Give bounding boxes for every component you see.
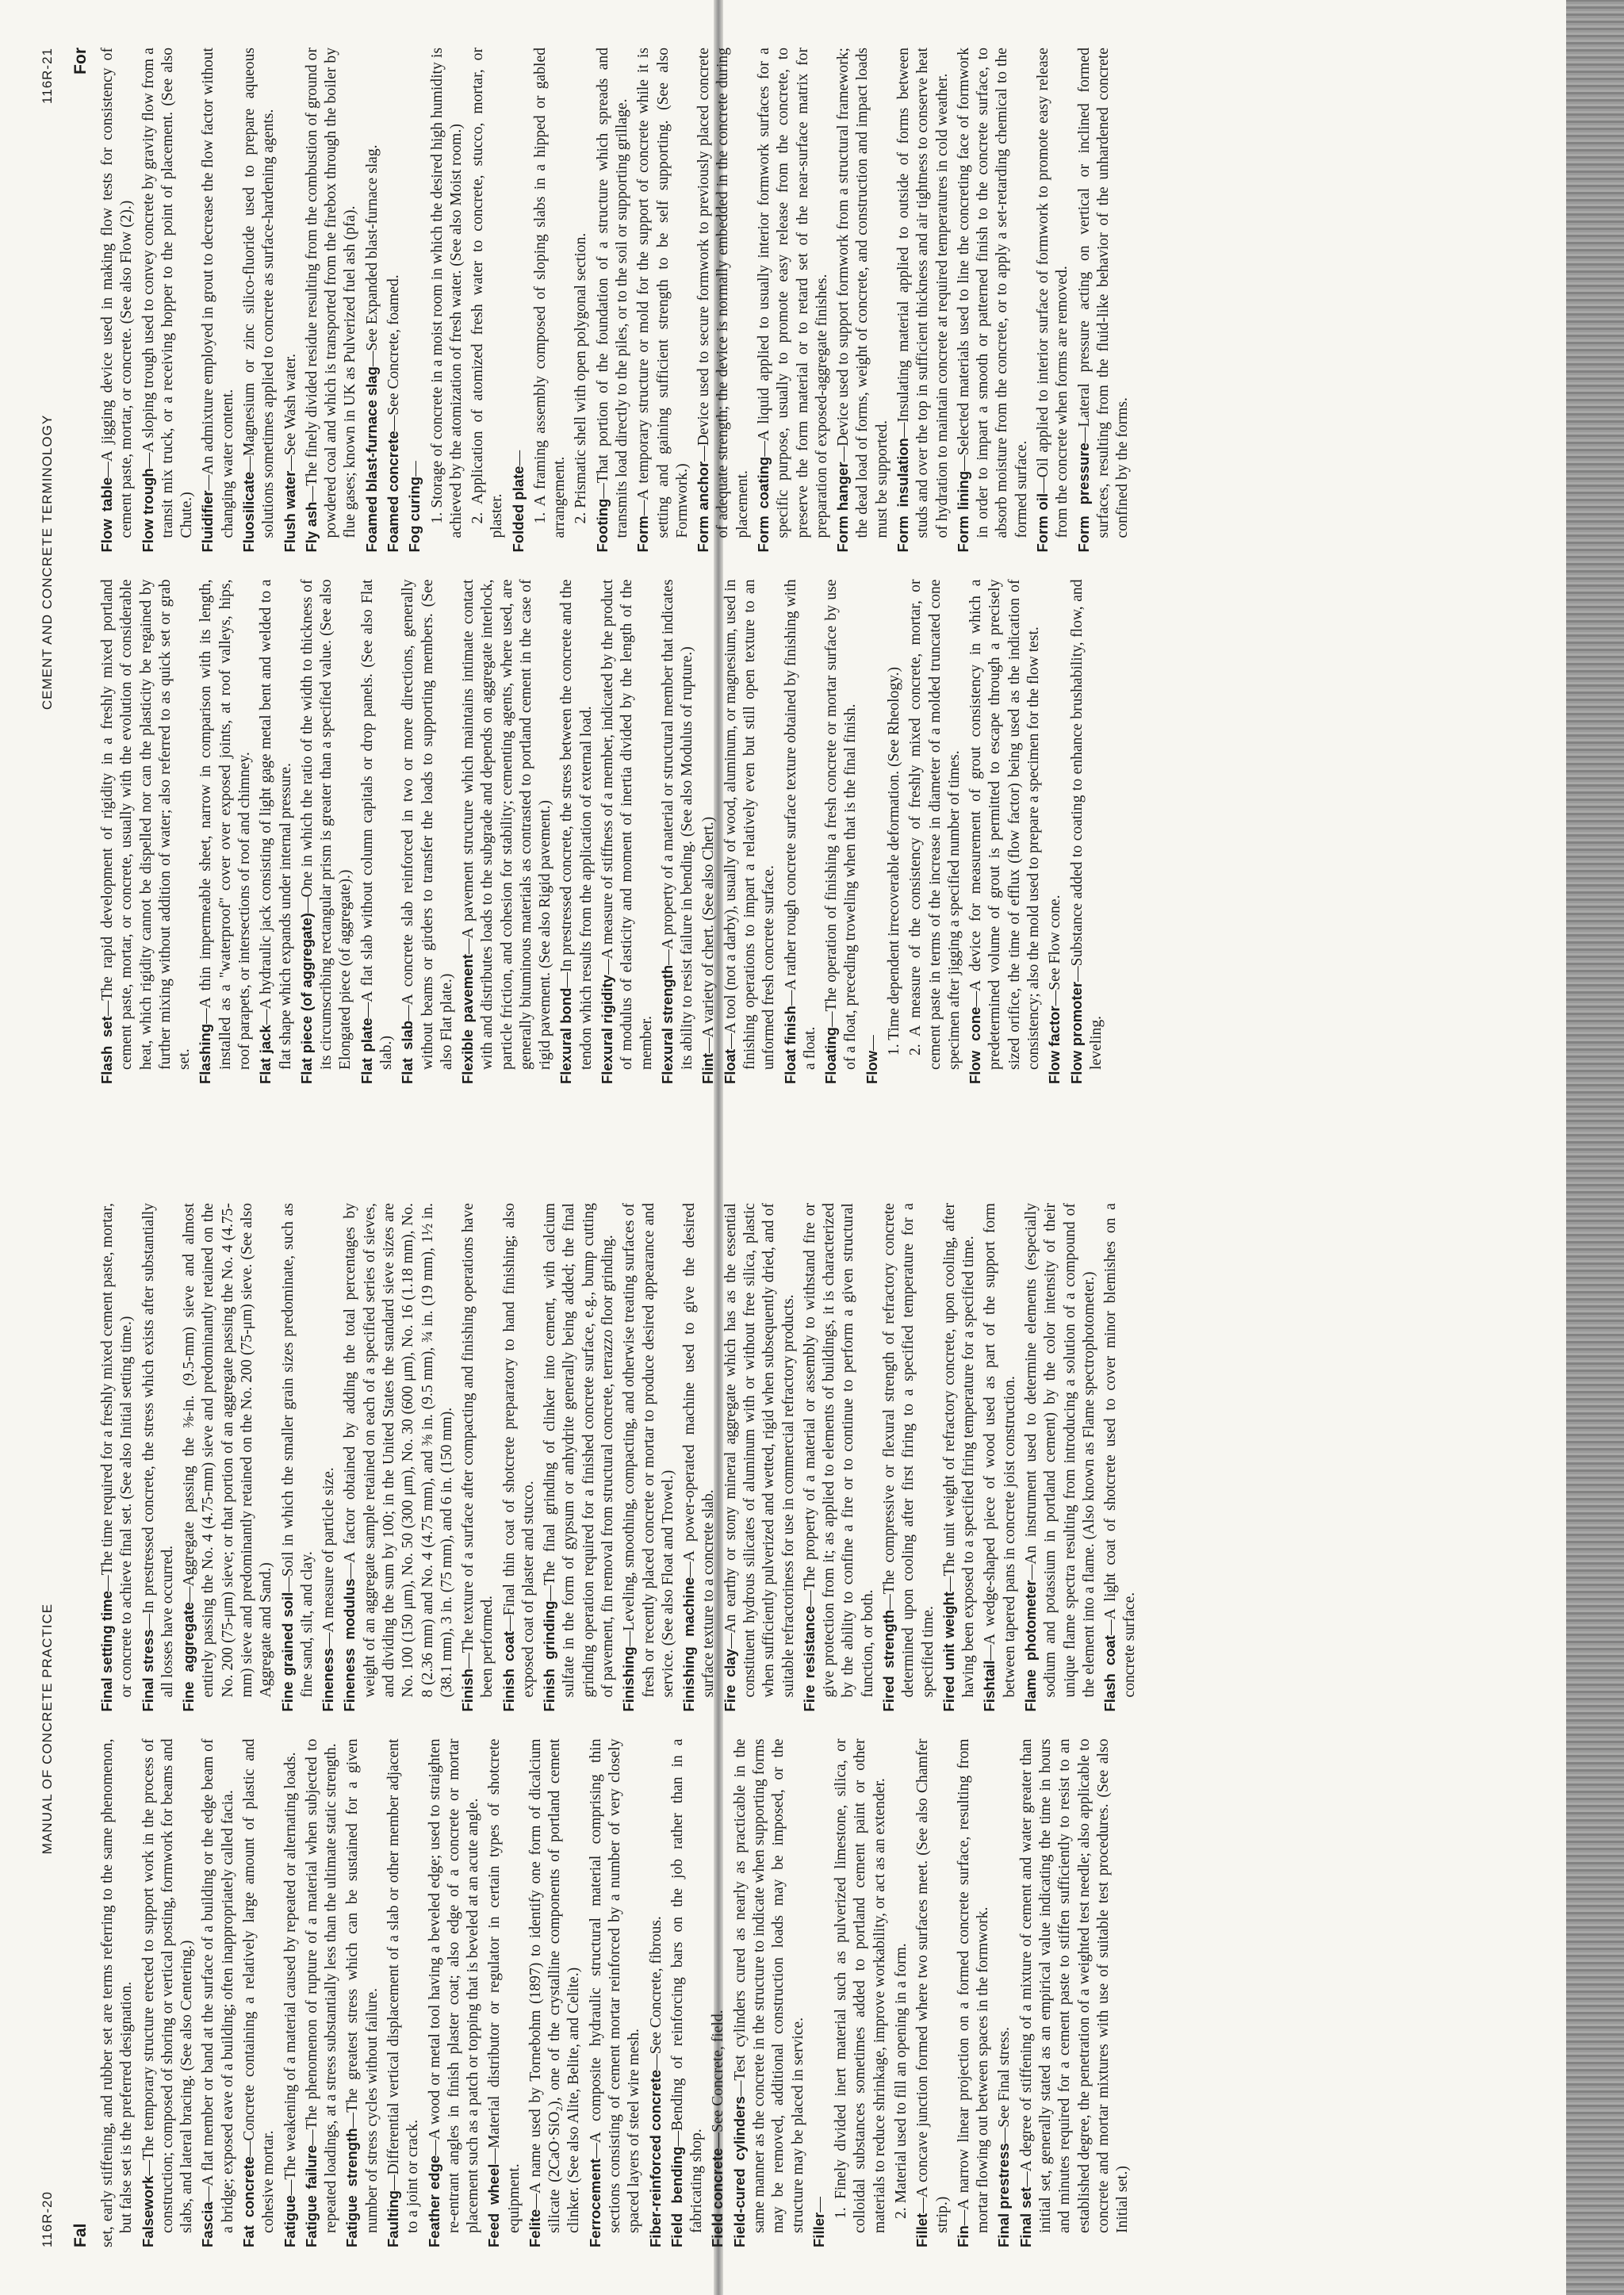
glossary-entry [341,1203,457,1712]
glossary-entry [199,48,238,553]
glossary-term: Fire clay [721,1649,738,1712]
glossary-entry [1046,580,1065,1085]
glossary-entry [587,1739,645,2248]
glossary-term: Folded plate [509,466,527,553]
glossary-entry [459,1203,498,1712]
glossary-entry [199,1739,238,2248]
glossary-term: Felite [526,2209,543,2247]
glossary-term: Fishtail [981,1660,998,1712]
glossary-term: Flexural bond [557,987,575,1084]
glossary-entry [298,580,356,1085]
glossary-entry [680,1203,719,1712]
glossary-term: Flow factor [1046,1006,1063,1084]
glossary-entry [955,1739,994,2248]
glossary-term: Flow [863,1050,880,1084]
glossary-term: Flashing [197,1023,214,1084]
glossary-entry [834,48,892,553]
glossary-definition: —A sloping trough used to convey concrete by gravity flow from a transit mix truck, or a receiving hopper to the point of placement. (See also Chute.) [140,48,196,538]
glossary-definition: — [810,2197,828,2213]
glossary-term: Flow table [98,477,115,553]
glossary-term: Fire resistance [800,1605,818,1712]
glossary-definition: —A flat member or band at the surface of a building or the edge beam of a bridge; exposed eave of a building; often inappropriately called facia. [200,1738,236,2233]
glossary-entry [363,48,382,553]
glossary-term: Flexural strength [658,964,676,1084]
glossary-term: Fascia [199,2201,216,2247]
glossary-entry [731,1739,808,2248]
glossary-definition: set, early stiffening, and rubber set are terms referring to the same phenomenon, but false set is the preferred designation. [99,1738,136,2247]
glossary-entry [659,580,698,1085]
glossary-term: Final prestress [995,2143,1013,2247]
glossary-definition: —A tool (not a darby), usually of wood, aluminum, or magnesium, used in finishing operations to impart a relatively even but still open texture to an unformed fresh concrete surface. [722,579,778,1070]
glossary-entry [180,1203,276,1712]
glossary-term: Fine grained soil [278,1592,296,1712]
glossary-definition: —A narrow linear projection on a formed concrete surface, resulting from mortar flowing out between spaces in the formwork. [955,1738,992,2233]
glossary-entry [1022,1203,1099,1712]
glossary-entry [240,48,279,553]
glossary-subentry [832,1739,890,2248]
glossary-subentry [572,48,591,553]
glossary-term: Flash coat [1101,1635,1119,1712]
glossary-term: Final stress [139,1629,156,1712]
glossary-definition: —A measure of particle size. [320,1467,338,1649]
glossary-definition: —A wood or metal tool having a beveled edge; used to straighten re-entrant angles in finish plaster coat; also edge of a concrete or mortar placement such as a patch or topping that is beveled at an acute angle. [426,1738,482,2233]
glossary-term: Fatigue [281,2195,298,2247]
glossary-term: Form oil [1033,492,1051,553]
glossary-entry [385,48,404,553]
glossary-term: Field bending [668,2146,685,2247]
glossary-entry [722,1203,799,1712]
glossary-entry [1017,1739,1133,2248]
glossary-definition: —The texture of a surface after compacting and finishing operations have been performed. [460,1203,496,1698]
glossary-definition: —A factor obtained by adding the total percentages by weight of an aggregate sample retained on each of a specified series of sieves, and dividing the sum by 100; in the United States the standard sieve sizes are No. 100 (150 μm), No. 50 (300 μm), No. 30 (600 μm), No. 16 (1.18 mm), No. 8 (2.36 mm) and No. 4 (4.75 mm), and ⅜ in. (9.5 mm), ¾ in. (19 mm), 1½ in. (38.1 mm), 3 in. (75 mm), and 6 in. (150 mm). [342,1203,455,1698]
left-running-head [40,1203,56,2247]
glossary-definition: —See Concrete, foamed. [385,274,402,431]
glossary-definition: 1. Finely divided inert material such as pulverized limestone, silica, or colloidal substances sometimes added to portland cement paint or other materials to reduce shrinkage, improve workability, or act as an extender. [833,1738,888,2233]
glossary-term: Form [634,515,652,553]
glossary-entry [995,1739,1014,2248]
glossary-term: Flexible pavement [459,954,477,1084]
glossary-term: Form coating [755,456,772,553]
glossary-definition: —A light coat of shotcrete used to cover minor blemishes on a concrete surface. [1102,1202,1139,1698]
glossary-definition: —A thin impermeable sheet, narrow in comparison with its length, installed as a "waterproof" cover over exposed joints, at roof valleys, hips, roof parapets, or intersections of roof and chimney. [197,579,253,1070]
glossary-definition: 2. Application of atomized fresh water to concrete, stucco, mortar, or plaster. [469,48,506,538]
glossary-definition: —Insulating material applied to outside of forms between studs and over the top in sufficient thickness and air tightness to conserve heat of hydration to maintain concrete at required temperatures in cold weather. [894,48,951,538]
right-running-head [40,48,56,1084]
glossary-definition: — [407,461,424,477]
glossary-entry [755,48,832,553]
glossary-definition: —Lateral pressure acting on vertical or inclined formed surfaces, resulting from the fluid-like behavior of the unhardened concrete confined by the forms. [1075,47,1132,538]
glossary-definition: —A jigging device used in making flow tests for consistency of cement paste, mortar, or concrete. (See also Flow (2).) [99,47,136,538]
glossary-entry [303,1739,342,2248]
glossary-entry [140,48,197,553]
glossary-entry [599,580,657,1085]
glossary-entry [98,1739,137,2248]
glossary-definition: —A liquid applied to usually interior formwork surfaces for a specific purpose, usually to promote easy release from the concrete, to preserve the form material or to retard set of the near-surface matrix for preparation of exposed-aggregate finishes. [756,48,830,538]
glossary-definition: —Leveling, smoothing, compacting, and otherwise treating surfaces of fresh or recently placed concrete or mortar to produce desired appearance and service. (See also Float and Trowel.) [621,1203,676,1698]
glossary-term: Flat plate [358,1017,375,1084]
glossary-definition: —A flat slab without column capitals or drop panels. (See also Flat slab.) [358,579,395,1070]
glossary-entry [801,1203,878,1712]
glossary-definition: 1. A framing assembly composed of sloping slabs in a hipped or gabled arrangement. [531,48,569,538]
glossary-entry [282,1739,301,2248]
glossary-definition: —In prestressed concrete, the stress between the concrete and the tendon which results from the application of external load. [558,579,595,1070]
glossary-entry [358,580,397,1085]
glossary-subentry [469,48,508,553]
glossary-definition: —A pavement structure which maintains intimate contact with and distributes loads to the subgrade and depends on aggregate interlock, particle friction, and cohesion for stability; cementing agents, where used, are generally bituminous materials as contrasted to portland cement in the case of rigid pavement. (See also Rigid pavement.) [460,579,554,1070]
glossary-term: Flash set [98,1016,115,1084]
glossary-definition: —Concrete containing a relatively large amount of plastic and cohesive mortar. [240,1738,278,2233]
glossary-definition: —Final thin coat of shotcrete preparatory to hand finishing; also exposed coat of plaster and stucco. [500,1203,537,1698]
glossary-entry [459,580,555,1085]
glossary-term: Foamed blast-furnace slag [362,366,380,553]
glossary-entry [695,48,753,553]
glossary-term: Float [721,1048,738,1084]
glossary-term: Fatigue failure [302,2144,320,2247]
glossary-definition: —The temporary structure erected to support work in the process of construction; composed of shoring or vertical posting, formwork for beams and slabs, and lateral bracing. (See also Centering.) [140,1738,196,2233]
glossary-subentry [531,48,570,553]
glossary-definition: —A power-operated machine used to give the desired surface texture to a concrete slab. [681,1203,718,1698]
glossary-definition: —See Wash water. [282,353,299,471]
left-page [0,1148,1558,2295]
glossary-term: Feather edge [425,2155,442,2247]
glossary-entry [1068,580,1107,1085]
glossary-definition: —Differential vertical displacement of a slab or other member adjacent to a joint or crack. [385,1738,422,2233]
glossary-entry [822,580,861,1085]
glossary-entry [1075,48,1133,553]
glossary-entry [279,1203,318,1712]
glossary-term: Fine aggregate [180,1602,197,1712]
glossary-entry [500,1203,539,1712]
glossary-entry [955,48,1032,553]
glossary-term: Flat piece (of aggregate) [297,913,315,1084]
glossary-definition: —An instrument used to determine elements (especially sodium and potassium in portland cement) by the color intensity of their unique flame spectra resulting from introducing a solution of a compound of the element into a flame. (Also known as Flame spectrophotometer.) [1022,1203,1097,1698]
glossary-definition: — [510,450,527,466]
glossary-entry [98,1203,137,1712]
glossary-definition: —A measure of stiffness of a member, indicated by the product of modulus of elasticity and moment of inertia divided by the length of the member. [599,579,655,1070]
glossary-term: Fillet [914,2213,931,2247]
glossary-term: Final setting time [98,1590,115,1712]
glossary-definition: —The greatest stress which can be sustained for a given number of stress cycles without failure. [344,1738,381,2233]
glossary-term: Finish [459,1669,477,1712]
glossary-entry [197,580,255,1085]
glossary-term: Flow promoter [1067,981,1085,1084]
glossary-definition: —The rapid development of rigidity in a freshly mixed portland cement paste, mortar, or concrete, usually with the evolution of considerable heat, which rigidity cannot be dispelled nor can the plasticity be regained by further mixing without addition of water; also referred to as quick set or grab set. [99,579,193,1070]
right-running-title: CEMENT AND CONCRETE TERMINOLOGY [40,414,55,711]
right-page [0,0,1558,1148]
glossary-definition: —See Concrete, field. [710,2010,727,2148]
glossary-term: Field-cured cylinders [730,2096,748,2247]
glossary-term: Flush water [281,470,298,553]
glossary-term: Fat concrete [239,2156,257,2247]
glossary-definition: —Selected materials used to line the concreting face of formwork in order to impart a smooth or patterned finish to the concrete surface, to absorb moisture from the concrete, or to apply a set-retarding chemical to the formed surface. [955,48,1030,538]
glossary-term: Flow cone [967,1006,984,1084]
glossary-entry [399,580,457,1085]
glossary-term: Flexural rigidity [599,975,616,1084]
glossary-entry [541,1203,618,1712]
left-column-2 [98,1203,1143,1712]
glossary-definition: —The phenomenon of rupture of a material when subjected to repeated loadings, at a stress substantially less than the ultimate static strength. [303,1738,340,2233]
glossary-entry [240,1739,279,2248]
glossary-entry [527,1739,584,2248]
glossary-definition: —Test cylinders cured as nearly as practicable in the same manner as the concrete in the structure to indicate when supporting forms may be removed, additional construction loads may be imposed, or the structure may be placed in service. [731,1738,806,2233]
glossary-definition: —A variety of chert. (See also Chert.) [700,816,718,1053]
glossary-definition: 2. Material used to fill an opening in a form. [892,1943,910,2219]
glossary-term: Finishing machine [680,1577,698,1712]
glossary-definition: 1. Storage of concrete in a moist room in which the desired high humidity is achieved by the atomization of fresh water. (See also Moist room.) [428,48,465,538]
glossary-entry [699,580,718,1085]
left-running-title: MANUAL OF CONCRETE PRACTICE [40,1603,55,1855]
glossary-definition: —The property of a material or assembly to withstand fire or give protection from it; as applied to elements of buildings, it is characterized by the ability to confine a fire or to continue to perform a given structural function, or both. [801,1203,876,1698]
glossary-definition: —A property of a material or structural member that indicates its ability to resist failure in bending. (See also Modulus of rupture.) [659,579,696,1070]
glossary-definition: —In prestressed concrete, the stress which exists after substantially all losses have occurred. [140,1203,176,1698]
glossary-definition: —See Flow cone. [1047,895,1064,1006]
glossary-term: Flame photometer [1021,1580,1039,1712]
glossary-term: Finish grinding [541,1600,558,1712]
glossary-definition: —The time required for a freshly mixed cement paste, mortar, or concrete to achieve final set. (See also Initial setting time.) [99,1203,136,1698]
glossary-entry [722,580,779,1085]
right-column-1 [98,580,1135,1085]
glossary-definition: 1. Time dependent irrecoverable deformation. (See Rheology.) [885,666,902,1056]
glossary-definition: —An earthy or stony mineral aggregate which has as the essential constituent hydrous silicates of aluminum with or without free silica, plastic when sufficiently pulverized and wetted, rigid when subsequently dried, and of suitable refractoriness for use in commercial refractory products. [722,1203,797,1698]
glossary-term: Footing [593,498,611,553]
glossary-definition: —A wedge-shaped piece of wood used as part of the support form between tapered pans in concrete joist construction. [982,1203,1018,1698]
glossary-definition: —Magnesium or zinc silico-fluoride used to prepare aqueous solutions sometimes applied to concrete as surface-hardening agents. [240,48,278,538]
glossary-definition: —The compressive or flexural strength of refractory concrete determined upon cooling after first firing to a specified temperature for a specified time. [880,1203,936,1698]
glossary-entry [140,1203,178,1712]
glossary-definition: —A rather rough concrete surface texture obtained by finishing with a float. [782,579,818,1070]
glossary-definition: —A name used by Tornebohm (1897) to identify one form of dicalcium silicate (2CaO·SiO₂), one of the crystalline components of portland cement clinker. (See also Alite, Belite, and Celite.) [527,1738,583,2233]
glossary-entry [620,1203,678,1712]
glossary-definition: —Soil in which the smaller grain sizes predominate, such as fine sand, silt, and clay. [279,1203,316,1698]
glossary-entry [647,1739,666,2248]
glossary-term: Final set [1017,2186,1034,2247]
glossary-entry [98,580,194,1085]
glossary-term: Fin [954,2225,971,2247]
glossary-entry [914,1739,952,2248]
glossary-definition: —A device for measurement of grout consistency in which a predetermined volume of grout is permitted to escape through a precisely sized orifice, the time of efflux (flow factor) being used as the indication of consistency; also the mold used to prepare a specimen for the flow test. [967,579,1042,1070]
glossary-definition: —Material distributor or regulator in certain types of shotcrete equipment. [486,1738,523,2233]
glossary-entry [864,580,883,1085]
glossary-definition: —The finely divided residue resulting from the combustion of ground or powdered coal and which is transported from the firebox through the boiler by flue gases; known in UK as Pulverized fuel ash (pfa). [303,47,359,538]
glossary-term: Foamed concrete [384,431,401,553]
glossary-term: Fiber-reinforced concrete [646,2069,664,2247]
glossary-entry [282,48,301,553]
glossary-entry [557,580,596,1085]
glossary-definition: —See Concrete, fibrous. [647,1916,665,2070]
glossary-term: Flint [699,1052,717,1084]
glossary-definition: —A composite hydraulic structural material comprising thin sections consisting of cement mortar reinforced by a number of very closely spaced layers of steel wire mesh. [587,1738,643,2233]
glossary-definition: —A concave junction formed where two surfaces meet. (See also Chamfer strip.) [914,1738,951,2233]
glossary-definition: —A concrete slab reinforced in two or more directions, generally without beams or girders to transfer the loads to supporting members. (See also Flat plate.) [400,579,455,1070]
glossary-definition: —Oil applied to interior surface of formwork to promote easy release from the concrete when forms are removed. [1034,48,1071,538]
glossary-term: Fog curing [406,476,423,553]
glossary-definition: —One in which the ratio of the width to thickness of its circumscribing rectangular prism is greater than a specified value. (See also Elongated piece (of aggregate).) [298,579,354,1070]
glossary-term: Fineness [320,1648,337,1712]
glossary-term: Fluidifier [199,490,216,553]
glossary-definition: —A temporary structure or mold for the support of concrete while it is setting and gaining sufficient strength to be self supporting. (See also Formwork.) [635,48,691,538]
glossary-entry [709,1739,728,2248]
glossary-term: Form lining [954,470,971,553]
glossary-term: Flat slab [399,1020,416,1084]
glossary-entry [981,1203,1020,1712]
glossary-term: Fineness modulus [341,1578,358,1712]
left-page-number: 116R-20 [40,2191,55,2247]
glossary-definition: —The final grinding of clinker into cement, with calcium sulfate in the form of gypsum or anhydrite generally being added; the final grinding operation required for a finished concrete surface, e.g., bump cutting of pavement, fin removal from structural concrete, terrazzo floor grinding. [542,1202,617,1698]
glossary-term: Flat jack [257,1025,274,1084]
glossary-definition: —The weakening of a material caused by repeated or alternating loads. [282,1752,299,2196]
glossary-definition: 2. Prismatic shell with open polygonal section. [573,232,590,524]
glossary-term: Finishing [620,1646,638,1712]
glossary-definition: —An admixture employed in grout to decrease the flow factor without changing water content. [200,48,236,538]
glossary-entry [303,48,361,553]
glossary-entry [1101,1203,1140,1712]
glossary-entry [343,1739,382,2248]
right-column-2 [98,48,1135,553]
glossary-term: Ferrocement [586,2158,603,2247]
glossary-term: Fatigue strength [343,2128,361,2247]
glossary-term: Form anchor [695,461,712,553]
glossary-entry [510,48,529,553]
glossary-definition: —Bending of reinforcing bars on the job rather than in a fabricating shop. [668,1738,706,2233]
glossary-entry [485,1739,524,2248]
glossary-definition: —A degree of stiffening of a mixture of cement and water greater than initial set, generally stated as an empirical value indicating the time in hours and minutes required for a cement paste to stiffen sufficiently to resist to an established degree, the penetration of a weighted test needle; also applicable to concrete and mortar mixtures with use of suitable test procedures. (See also Initial set.) [1017,1738,1132,2233]
glossary-term: Form pressure [1074,443,1092,553]
glossary-term: Float finish [781,1006,799,1084]
glossary-subentry [428,48,467,553]
glossary-definition: —See Expanded blast-furnace slag. [363,144,381,367]
glossary-entry [894,48,952,553]
glossary-term: Falsework [139,2175,156,2247]
glossary-definition: —Device used to support formwork from a structural framework; the dead load of forms, weight of concrete, and construction and impact loads must be supported. [835,48,891,538]
glossary-definition: — [864,1035,881,1051]
glossary-term: Fired strength [879,1609,897,1712]
glossary-entry [140,1739,197,2248]
glossary-entry [594,48,633,553]
glossary-subentry [885,580,904,1085]
glossary-entry [385,1739,423,2248]
glossary-term: Fluosilicate [239,471,257,553]
glossary-definition: —Device used to secure formwork to previously placed concrete of adequate strength; the device is normally embedded in the concrete during placement. [695,48,751,538]
glossary-definition: 2. A measure of the consistency of freshly mixed concrete, mortar, or cement paste in terms of the increase in diameter of a molded truncated cone specimen after jigging a specified number of times. [907,579,963,1070]
glossary-entry [320,1203,339,1712]
glossary-term: Finish coat [500,1630,517,1712]
glossary-entry [1034,48,1073,553]
glossary-term: Faulting [384,2190,401,2247]
glossary-definition: —The operation of finishing a fresh concrete or mortar surface by use of a float, preceding troweling when that is the final finish. [823,579,860,1070]
right-page-number: 116R-21 [40,48,55,104]
glossary-term: Fly ash [302,501,320,553]
glossary-definition: —Substance added to coating to enhance brushability, flow, and leveling. [1068,579,1105,1070]
glossary-definition: —Aggregate passing the ⅜-in. (9.5-mm) sieve and almost entirely passing the No. 4 (4.75-mm) sieve and predominantly retained on the No. 200 (75-μm) sieve; or that portion of an aggregate passing the No. 4 (4.75-mm) sieve and predominantly retained on the No. 200 (75-μm) sieve. (See also Aggregate and Sand.) [181,1203,275,1698]
glossary-term: Form hanger [834,462,852,553]
glossary-entry [98,48,137,553]
glossary-entry [257,580,296,1085]
glossary-entry [634,48,692,553]
glossary-term: Form insulation [894,438,911,553]
glossary-term: Flow trough [139,468,156,553]
left-column-1 [98,1739,1143,2248]
glossary-term: Fired unit weight [940,1592,957,1712]
glossary-entry [880,1203,938,1712]
glossary-entry [940,1203,979,1712]
scanner-edge [1566,0,1624,2295]
glossary-term: Floating [822,1027,840,1084]
right-guide-word: For [71,48,90,75]
glossary-entry [426,1739,484,2248]
glossary-entry [967,580,1044,1085]
glossary-subentry [906,580,964,1085]
glossary-entry [782,580,821,1085]
glossary-definition: —See Final stress. [996,2026,1013,2144]
glossary-entry [810,1739,829,2248]
glossary-subentry [892,1739,911,2248]
glossary-definition: —The unit weight of refractory concrete, upon cooling, after having been exposed to a specified firing temperature for a specified time. [940,1203,978,1698]
glossary-definition: —That portion of the foundation of a structure which spreads and transmits load directly to the piles, or to the soil or supporting grillage. [594,48,631,538]
glossary-entry [668,1739,707,2248]
glossary-definition: —A hydraulic jack consisting of light gage metal bent and welded to a flat shape which expands under internal pressure. [258,579,294,1070]
left-guide-word: Fal [71,2223,90,2247]
glossary-entry [406,48,425,553]
glossary-term: Feed wheel [485,2163,503,2247]
glossary-term: Field concrete [709,2147,726,2247]
glossary-term: Filler [810,2212,827,2247]
